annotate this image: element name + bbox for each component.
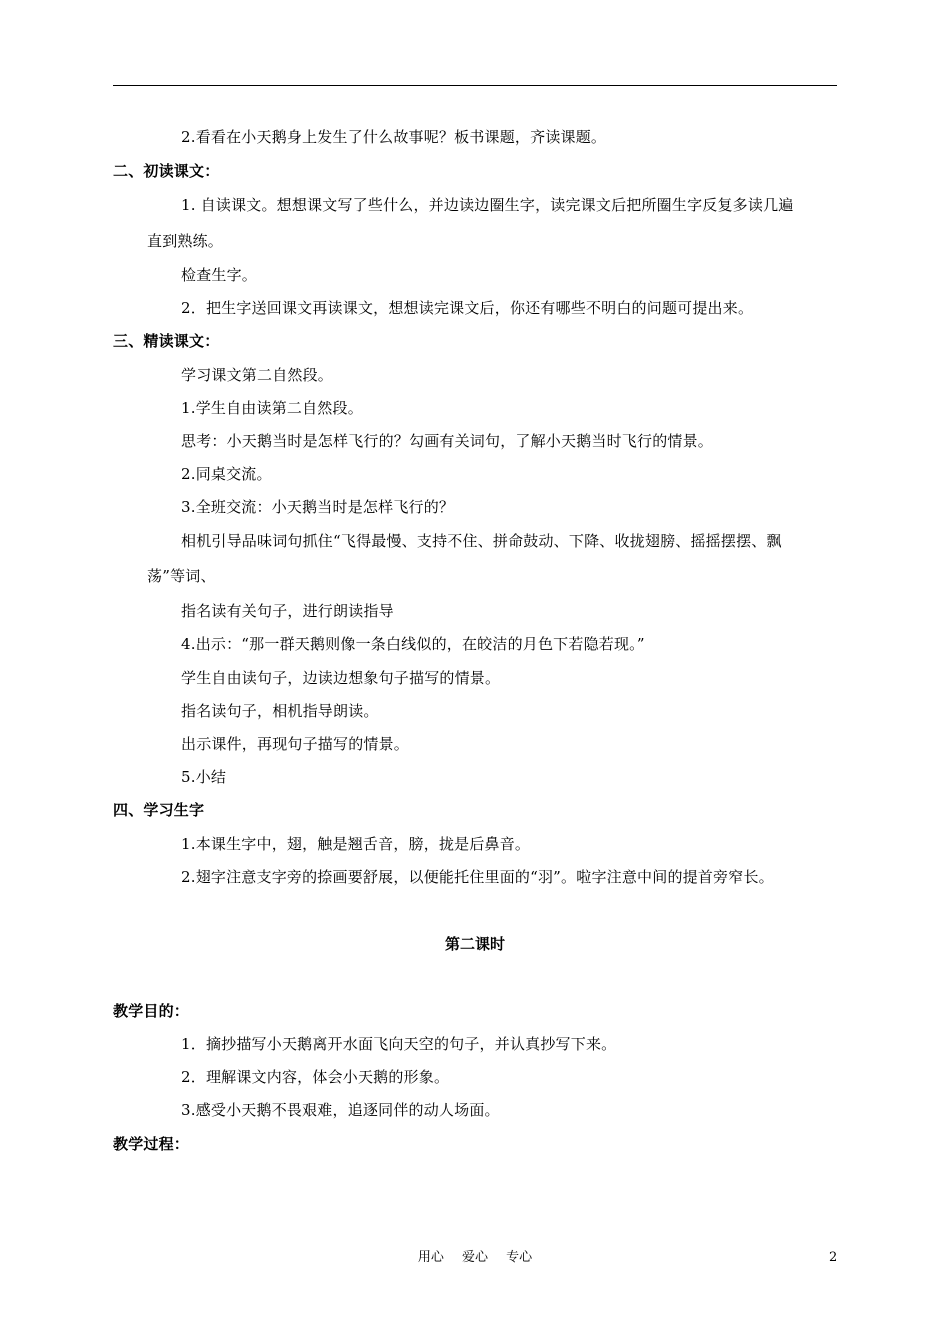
paragraph-line: 学习课文第二自然段。: [181, 366, 334, 384]
paragraph-line: 相机引导品味词句抓住“飞得最慢、支持不住、拼命鼓动、下降、收拢翅膀、摇摇摆摆、飘: [181, 532, 782, 550]
paragraph-line: 1.本课生字中，翅，触是翘舌音，膀，拢是后鼻音。: [181, 835, 531, 853]
paragraph-line: 2.同桌交流。: [181, 465, 272, 483]
section-heading: 教学目的：: [113, 1002, 190, 1020]
paragraph-line: 荡”等词、: [147, 567, 216, 585]
paragraph-line: 学生自由读句子，边读边想象句子描写的情景。: [181, 669, 501, 687]
section-heading: 教学过程：: [113, 1135, 190, 1153]
paragraph-line: 思考：小天鹅当时是怎样飞行的？勾画有关词句，了解小天鹅当时飞行的情景。: [181, 432, 714, 450]
paragraph-line: 2．把生字送回课文再读课文，想想读完课文后，你还有哪些不明白的问题可提出来。: [181, 299, 754, 317]
paragraph-line: 直到熟练。: [147, 232, 224, 250]
lesson-title: 第二课时: [444, 935, 505, 953]
paragraph-line: 1. 自读课文。想想课文写了些什么，并边读边圈生字，读完课文后把所圈生字反复多读几遍: [181, 196, 794, 214]
paragraph-line: 3.感受小天鹅不畏艰难，追逐同伴的动人场面。: [181, 1101, 500, 1119]
section-heading: 四、学习生字: [113, 801, 205, 819]
page-number: 2: [829, 1250, 838, 1265]
section-heading: 三、精读课文：: [113, 332, 220, 350]
paragraph-line: 4.出示：“那一群天鹅则像一条白线似的，在皎洁的月色下若隐若现。”: [181, 635, 645, 653]
paragraph-line: 指名读有关句子，进行朗读指导: [181, 602, 394, 620]
paragraph-line: 1．摘抄描写小天鹅离开水面飞向天空的句子，并认真抄写下来。: [181, 1035, 617, 1053]
section-heading: 二、初读课文：: [113, 162, 220, 180]
paragraph-line: 指名读句子，相机指导朗读。: [181, 702, 379, 720]
paragraph-line: 1.学生自由读第二自然段。: [181, 399, 363, 417]
paragraph-line: 检查生字。: [181, 266, 258, 284]
footer-motto: 用心 爱心 专心: [417, 1250, 533, 1265]
header-rule: [113, 85, 837, 86]
paragraph-line: 2.看看在小天鹅身上发生了什么故事呢？板书课题，齐读课题。: [181, 128, 607, 146]
paragraph-line: 出示课件，再现句子描写的情景。: [181, 735, 410, 753]
paragraph-line: 2.翅字注意支字旁的捺画要舒展，以便能托住里面的“羽”。啦字注意中间的提首旁窄长。: [181, 868, 774, 886]
paragraph-line: 5.小结: [181, 768, 227, 786]
paragraph-line: 2．理解课文内容，体会小天鹅的形象。: [181, 1068, 450, 1086]
paragraph-line: 3.全班交流：小天鹅当时是怎样飞行的？: [181, 498, 455, 516]
